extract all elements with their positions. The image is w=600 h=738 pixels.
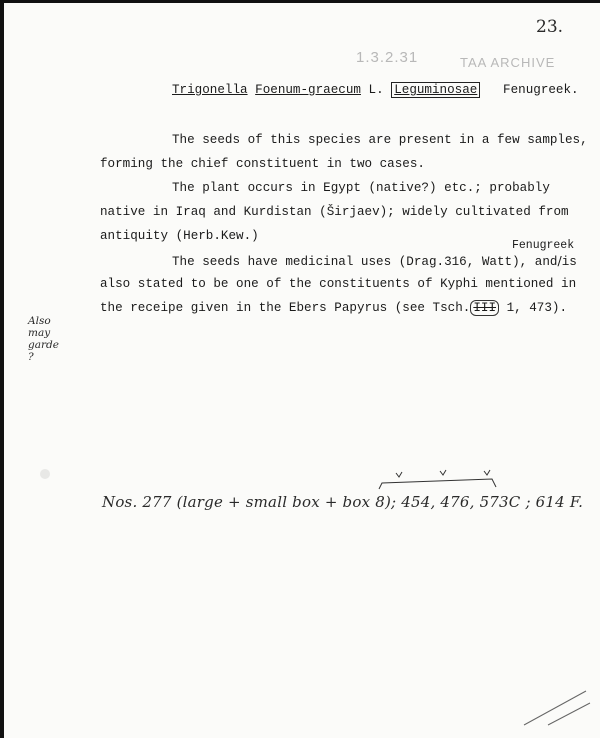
sample-numbers-note: Nos. 277 (large + small box + box 8); 454, 476, 573C ; 614 F. [102,493,584,511]
paragraph-3-line-1-end: is [561,255,577,269]
paragraph-3-line-3-text: the receipe given in the Ebers Papyrus (see Tsch. [100,301,471,315]
common-name: Fenugreek. [503,83,579,97]
margin-note-line: garde [28,339,59,351]
page-number: 23. [536,17,564,37]
family-name: Leguminosae [391,82,480,98]
tick-marks [396,470,490,477]
species-name: Foenum-graecum [255,83,361,97]
paragraph-2-line-2: native in Iraq and Kurdistan (Širjaev); widely cultivated from [100,205,569,219]
inserted-word: Fenugreek [512,239,575,252]
paragraph-2-line-1: The plant occurs in Egypt (native?) etc.; probably [172,181,550,195]
margin-note-line: ? [28,351,34,363]
paragraph-1-line-2: forming the chief constituent in two cases. [100,157,425,171]
grouping-bracket [379,479,496,489]
paragraph-2-line-3: antiquity (Herb.Kew.) [100,229,259,243]
paragraph-1-line-1: The seeds of this species are present in a few samples, [172,133,588,147]
authority: L. [368,83,384,97]
pen-marks [4,3,600,738]
corner-marks [524,691,590,725]
catalogue-number: 1.3.2.31 [356,49,419,66]
archive-stamp: TAA ARCHIVE [460,55,556,70]
paragraph-3-line-1-text: The seeds have medicinal uses (Drag.316, Watt), and [172,255,558,269]
margin-note-line: Also [28,315,51,327]
margin-note-line: may [28,327,51,339]
paragraph-3-line-2: also stated to be one of the constituents of Kyphi mentioned in [100,277,577,291]
genus-name: Trigonella [172,83,248,97]
paragraph-3-line-3-end: 1, 473). [499,301,568,315]
insertion-caret: / [557,253,562,268]
struck-volume: III [470,300,499,316]
